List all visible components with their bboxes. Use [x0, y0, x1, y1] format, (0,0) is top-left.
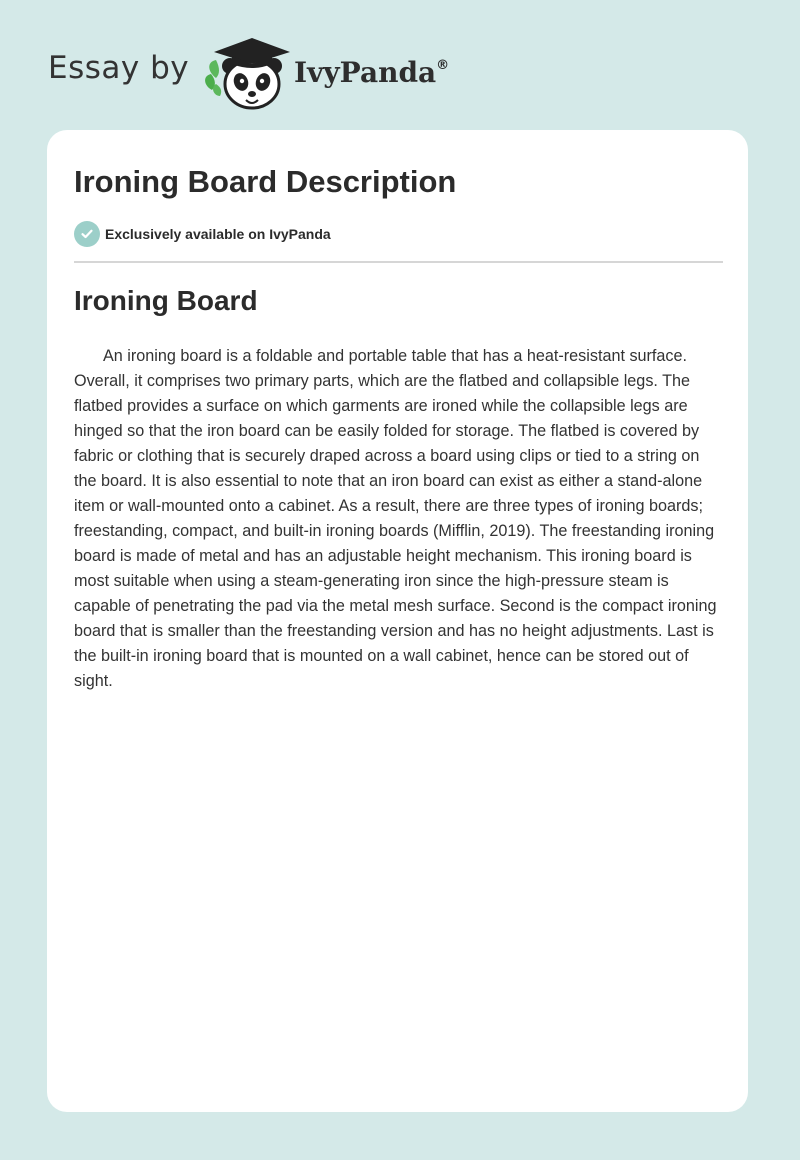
- essay-card: [47, 130, 748, 1112]
- divider: [74, 261, 723, 263]
- brand-name: IvyPanda®: [294, 56, 450, 89]
- exclusive-label: Exclusively available on IvyPanda: [105, 226, 331, 242]
- registered-mark: ®: [436, 57, 450, 73]
- section-heading: Ironing Board: [74, 285, 258, 316]
- brand-header[interactable]: [48, 34, 508, 114]
- exclusive-badge: [74, 221, 331, 247]
- check-circle-icon: [74, 221, 100, 247]
- essay-by-label: Essay by: [48, 50, 190, 86]
- body-paragraph: An ironing board is a foldable and portable table that has a heat-resistant surface. Overall, it comprises two primary parts, which are the flatbed and collapsible legs. The flatbed provides a surface on which garments are ironed while the collapsible legs are hinged so that the iron board can be easily folded for storage. The flatbed is covered by fabric or clothing that is securely draped across a board using clips or tied to a string on the board. It is also essential to note that an iron board can exist as either a stand-alone item or wall-mounted onto a cabinet. As a result, there are three types of ironing boards; freestanding, compact, and built-in ironing boards (Mifflin, 2019). The freestanding ironing board is made of metal and has an adjustable height mechanism. This ironing board is most suitable when using a steam-generating iron since the high-pressure steam is capable of penetrating the pad via the metal mesh surface. Second is the compact ironing board that is smaller than the freestanding version and has no height adjustments. Last is the built-in ironing board that is mounted on a wall cabinet, hence can be stored out of sight.: [74, 347, 717, 690]
- page-title: Ironing Board Description: [74, 164, 457, 199]
- panda-graduate-icon: [202, 34, 294, 110]
